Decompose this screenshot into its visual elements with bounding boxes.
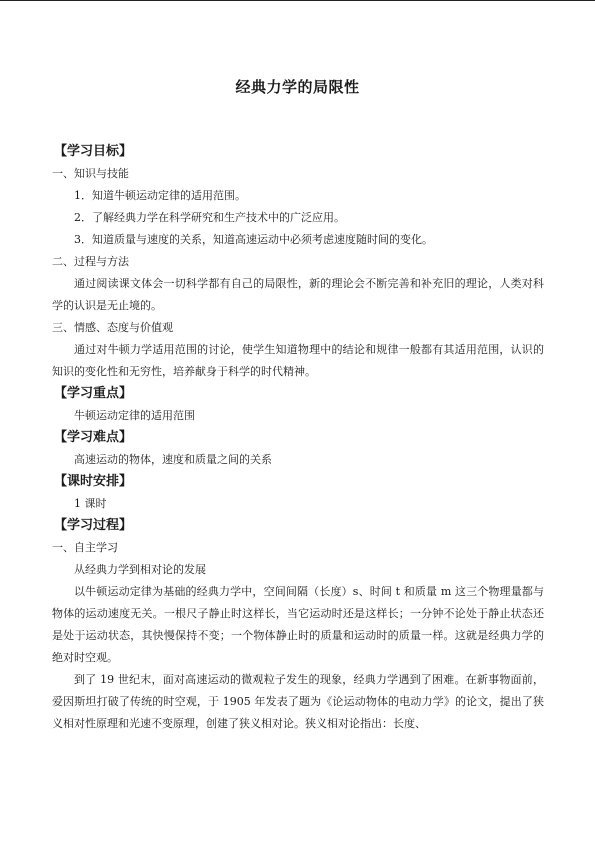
section-heading-goals: 【学习目标】	[54, 144, 133, 159]
page-title: 经典力学的局限性	[235, 78, 360, 96]
goal-item-3: 3．知道质量与速度的关系，知道高速运动中必须考虑速度随时间的变化。	[74, 233, 433, 246]
section-heading-key-points: 【学习重点】	[54, 386, 133, 401]
document-body	[52, 141, 544, 735]
key-points-text: 牛顿运动定律的适用范围	[74, 409, 195, 422]
section-heading-difficulties: 【学习难点】	[54, 430, 133, 445]
goal-item-1: 1．知道牛顿运动定律的适用范围。	[74, 189, 246, 202]
section-heading-process: 【学习过程】	[54, 518, 133, 533]
subheading-self-study: 一、自主学习	[52, 541, 118, 554]
paragraph-emotion-values: 通过对牛顿力学适用范围的讨论，使学生知道物理中的结论和规律一般都有其适用范围，认识的知识的变化性和无穷性，培养献身于科学的时代精神。	[52, 343, 544, 378]
paragraph-process-methods: 通过阅读课文体会一切科学都有自己的局限性，新的理论会不断完善和补充旧的理论，人类对科学的认识是无止境的。	[52, 277, 544, 312]
paragraph-classical-mechanics: 以牛顿运动定律为基础的经典力学中，空间间隔（长度）s、时间 t 和质量 m 这三个物理量都与物体的运动速度无关。一根尺子静止时这样长，当它运动时还是这样长；一分钟不论处于静止状态还是处于运动状态，其快慢保持不变；一个物体静止时的质量和运动时的质量一样。这就是经典力学的绝对时空观。	[52, 585, 544, 664]
section-heading-schedule: 【课时安排】	[54, 474, 133, 489]
difficulty-text: 高速运动的物体，速度和质量之间的关系	[74, 453, 272, 466]
goal-item-2: 2．了解经典力学在科学研究和生产技术中的广泛应用。	[74, 211, 345, 224]
subheading-knowledge-skills: 一、知识与技能	[52, 167, 129, 180]
self-study-topic: 从经典力学到相对论的发展	[74, 563, 206, 576]
subheading-emotion-values: 三、情感、态度与价值观	[52, 321, 173, 334]
subheading-process-methods: 二、过程与方法	[52, 255, 129, 268]
paragraph-relativity: 到了 19 世纪末，面对高速运动的微观粒子发生的现象，经典力学遇到了困难。在新事物面前，爱因斯坦打破了传统的时空观，于 1905 年发表了题为《论运动物体的电动力学》的论文，提出了狭义相对性原理和光速不变原理，创建了狭义相对论。狭义相对论指出：长度、	[52, 673, 544, 730]
schedule-text: 1 课时	[74, 497, 107, 510]
